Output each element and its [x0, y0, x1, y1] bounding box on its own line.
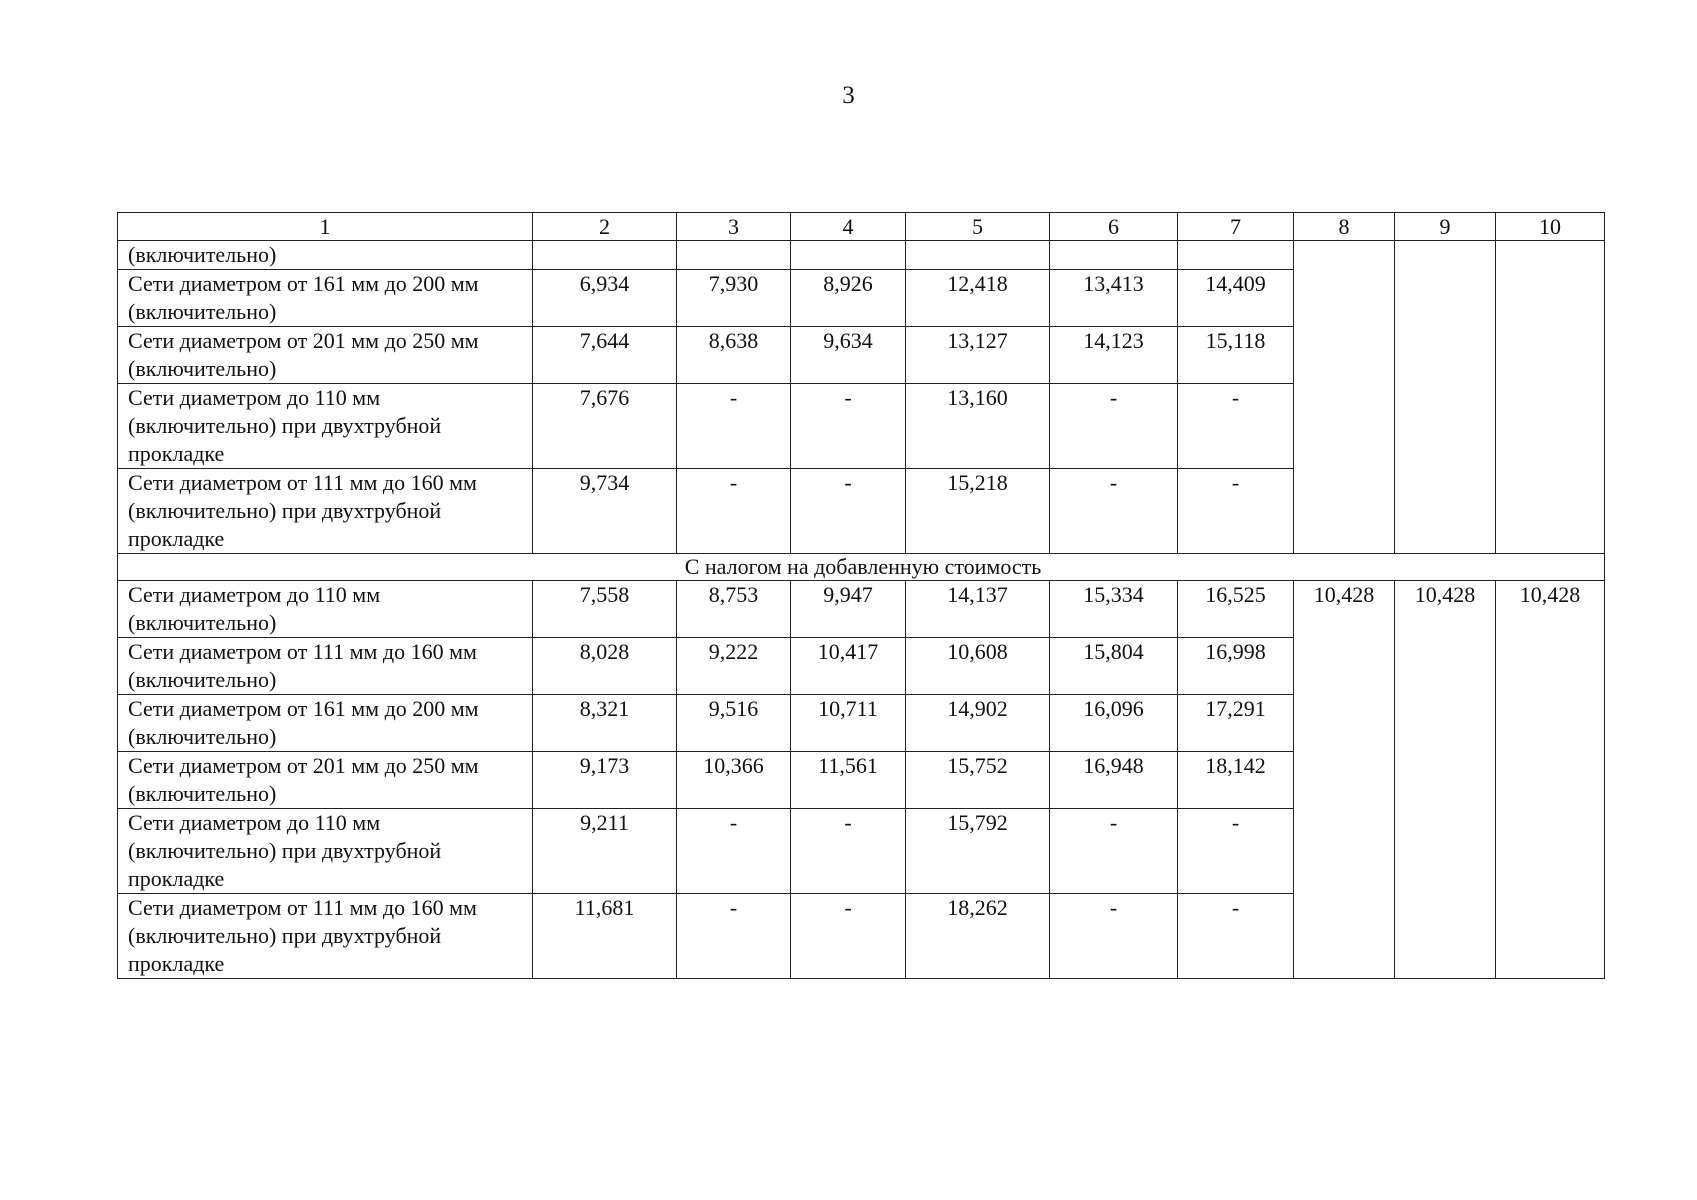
table-cell: 13,160 — [906, 384, 1050, 469]
table-cell: - — [791, 809, 906, 894]
table-cell: 10,608 — [906, 638, 1050, 695]
table-cell: 8,028 — [533, 638, 677, 695]
table-cell: - — [791, 469, 906, 554]
column-number: 1 — [118, 213, 533, 241]
table-cell: - — [791, 384, 906, 469]
table-cell: 6,934 — [533, 270, 677, 327]
table-cell: - — [677, 809, 791, 894]
table-cell — [677, 241, 791, 270]
table-cell: 12,418 — [906, 270, 1050, 327]
table-cell — [533, 241, 677, 270]
table-cell: 15,334 — [1050, 581, 1178, 638]
table-cell: 16,948 — [1050, 752, 1178, 809]
row-description: Сети диаметром от 161 мм до 200 мм (включительно) — [118, 270, 533, 327]
page-number: 3 — [842, 82, 855, 109]
table-cell: 9,173 — [533, 752, 677, 809]
table-cell: 10,366 — [677, 752, 791, 809]
table-cell: 13,127 — [906, 327, 1050, 384]
merged-empty-cell — [1294, 241, 1395, 554]
table-cell: 15,804 — [1050, 638, 1178, 695]
row-description: Сети диаметром до 110 мм (включительно) при двухтрубной прокладке — [118, 384, 533, 469]
column-number-row — [118, 213, 1605, 241]
table-cell: 18,262 — [906, 894, 1050, 979]
table-row — [118, 241, 1605, 270]
row-description: Сети диаметром от 111 мм до 160 мм (включительно) при двухтрубной прокладке — [118, 469, 533, 554]
table-cell: 16,096 — [1050, 695, 1178, 752]
column-number: 10 — [1496, 213, 1605, 241]
table-cell: 8,926 — [791, 270, 906, 327]
table-cell: 7,558 — [533, 581, 677, 638]
table-cell: 14,409 — [1178, 270, 1294, 327]
table-cell: 9,947 — [791, 581, 906, 638]
row-description: Сети диаметром от 201 мм до 250 мм (включительно) — [118, 327, 533, 384]
table-cell: 9,734 — [533, 469, 677, 554]
merged-value-cell: 10,428 — [1294, 581, 1395, 979]
column-number: 4 — [791, 213, 906, 241]
table-row — [118, 581, 1605, 638]
table-cell: 9,211 — [533, 809, 677, 894]
row-description: Сети диаметром от 111 мм до 160 мм (включительно) — [118, 638, 533, 695]
column-number: 7 — [1178, 213, 1294, 241]
table-cell: 8,321 — [533, 695, 677, 752]
table-cell: 11,681 — [533, 894, 677, 979]
column-number: 3 — [677, 213, 791, 241]
row-description: Сети диаметром от 161 мм до 200 мм (включительно) — [118, 695, 533, 752]
row-description: (включительно) — [118, 241, 533, 270]
table-cell: 16,998 — [1178, 638, 1294, 695]
table-cell: 8,638 — [677, 327, 791, 384]
table-cell: 9,222 — [677, 638, 791, 695]
table-cell: - — [1178, 894, 1294, 979]
section-title: С налогом на добавленную стоимость — [118, 554, 1605, 581]
table-cell: 14,137 — [906, 581, 1050, 638]
table-cell: 7,676 — [533, 384, 677, 469]
column-number: 5 — [906, 213, 1050, 241]
column-number: 9 — [1395, 213, 1496, 241]
column-number: 6 — [1050, 213, 1178, 241]
table-cell: 15,218 — [906, 469, 1050, 554]
row-description: Сети диаметром до 110 мм (включительно) — [118, 581, 533, 638]
table-cell: - — [677, 894, 791, 979]
table-cell: 14,123 — [1050, 327, 1178, 384]
table-cell: - — [1050, 384, 1178, 469]
table-cell: 9,516 — [677, 695, 791, 752]
table-cell: 9,634 — [791, 327, 906, 384]
table-cell: - — [791, 894, 906, 979]
merged-value-cell: 10,428 — [1496, 581, 1605, 979]
table-cell: - — [1178, 384, 1294, 469]
table-cell — [1178, 241, 1294, 270]
table-cell: 15,792 — [906, 809, 1050, 894]
table-cell — [906, 241, 1050, 270]
table-cell: - — [677, 469, 791, 554]
table-cell: 15,118 — [1178, 327, 1294, 384]
row-description: Сети диаметром от 201 мм до 250 мм (включительно) — [118, 752, 533, 809]
table-cell: 7,644 — [533, 327, 677, 384]
merged-empty-cell — [1395, 241, 1496, 554]
table-cell: 14,902 — [906, 695, 1050, 752]
table-cell: 13,413 — [1050, 270, 1178, 327]
table-cell — [791, 241, 906, 270]
table-cell: - — [1178, 809, 1294, 894]
tariff-table — [117, 212, 1605, 979]
row-description: Сети диаметром до 110 мм (включительно) при двухтрубной прокладке — [118, 809, 533, 894]
table-cell: - — [1050, 809, 1178, 894]
table-cell: 17,291 — [1178, 695, 1294, 752]
merged-value-cell: 10,428 — [1395, 581, 1496, 979]
table-cell: - — [677, 384, 791, 469]
section-header-row — [118, 554, 1605, 581]
table-cell: 8,753 — [677, 581, 791, 638]
table-cell — [1050, 241, 1178, 270]
table-cell: 7,930 — [677, 270, 791, 327]
table-cell: 10,711 — [791, 695, 906, 752]
table-cell: 11,561 — [791, 752, 906, 809]
table-body — [118, 213, 1605, 979]
table-cell: - — [1178, 469, 1294, 554]
table-cell: - — [1050, 469, 1178, 554]
table-cell: 16,525 — [1178, 581, 1294, 638]
row-description: Сети диаметром от 111 мм до 160 мм (включительно) при двухтрубной прокладке — [118, 894, 533, 979]
merged-empty-cell — [1496, 241, 1605, 554]
table-cell: 10,417 — [791, 638, 906, 695]
table-cell: - — [1050, 894, 1178, 979]
column-number: 2 — [533, 213, 677, 241]
table-cell: 18,142 — [1178, 752, 1294, 809]
column-number: 8 — [1294, 213, 1395, 241]
table-cell: 15,752 — [906, 752, 1050, 809]
